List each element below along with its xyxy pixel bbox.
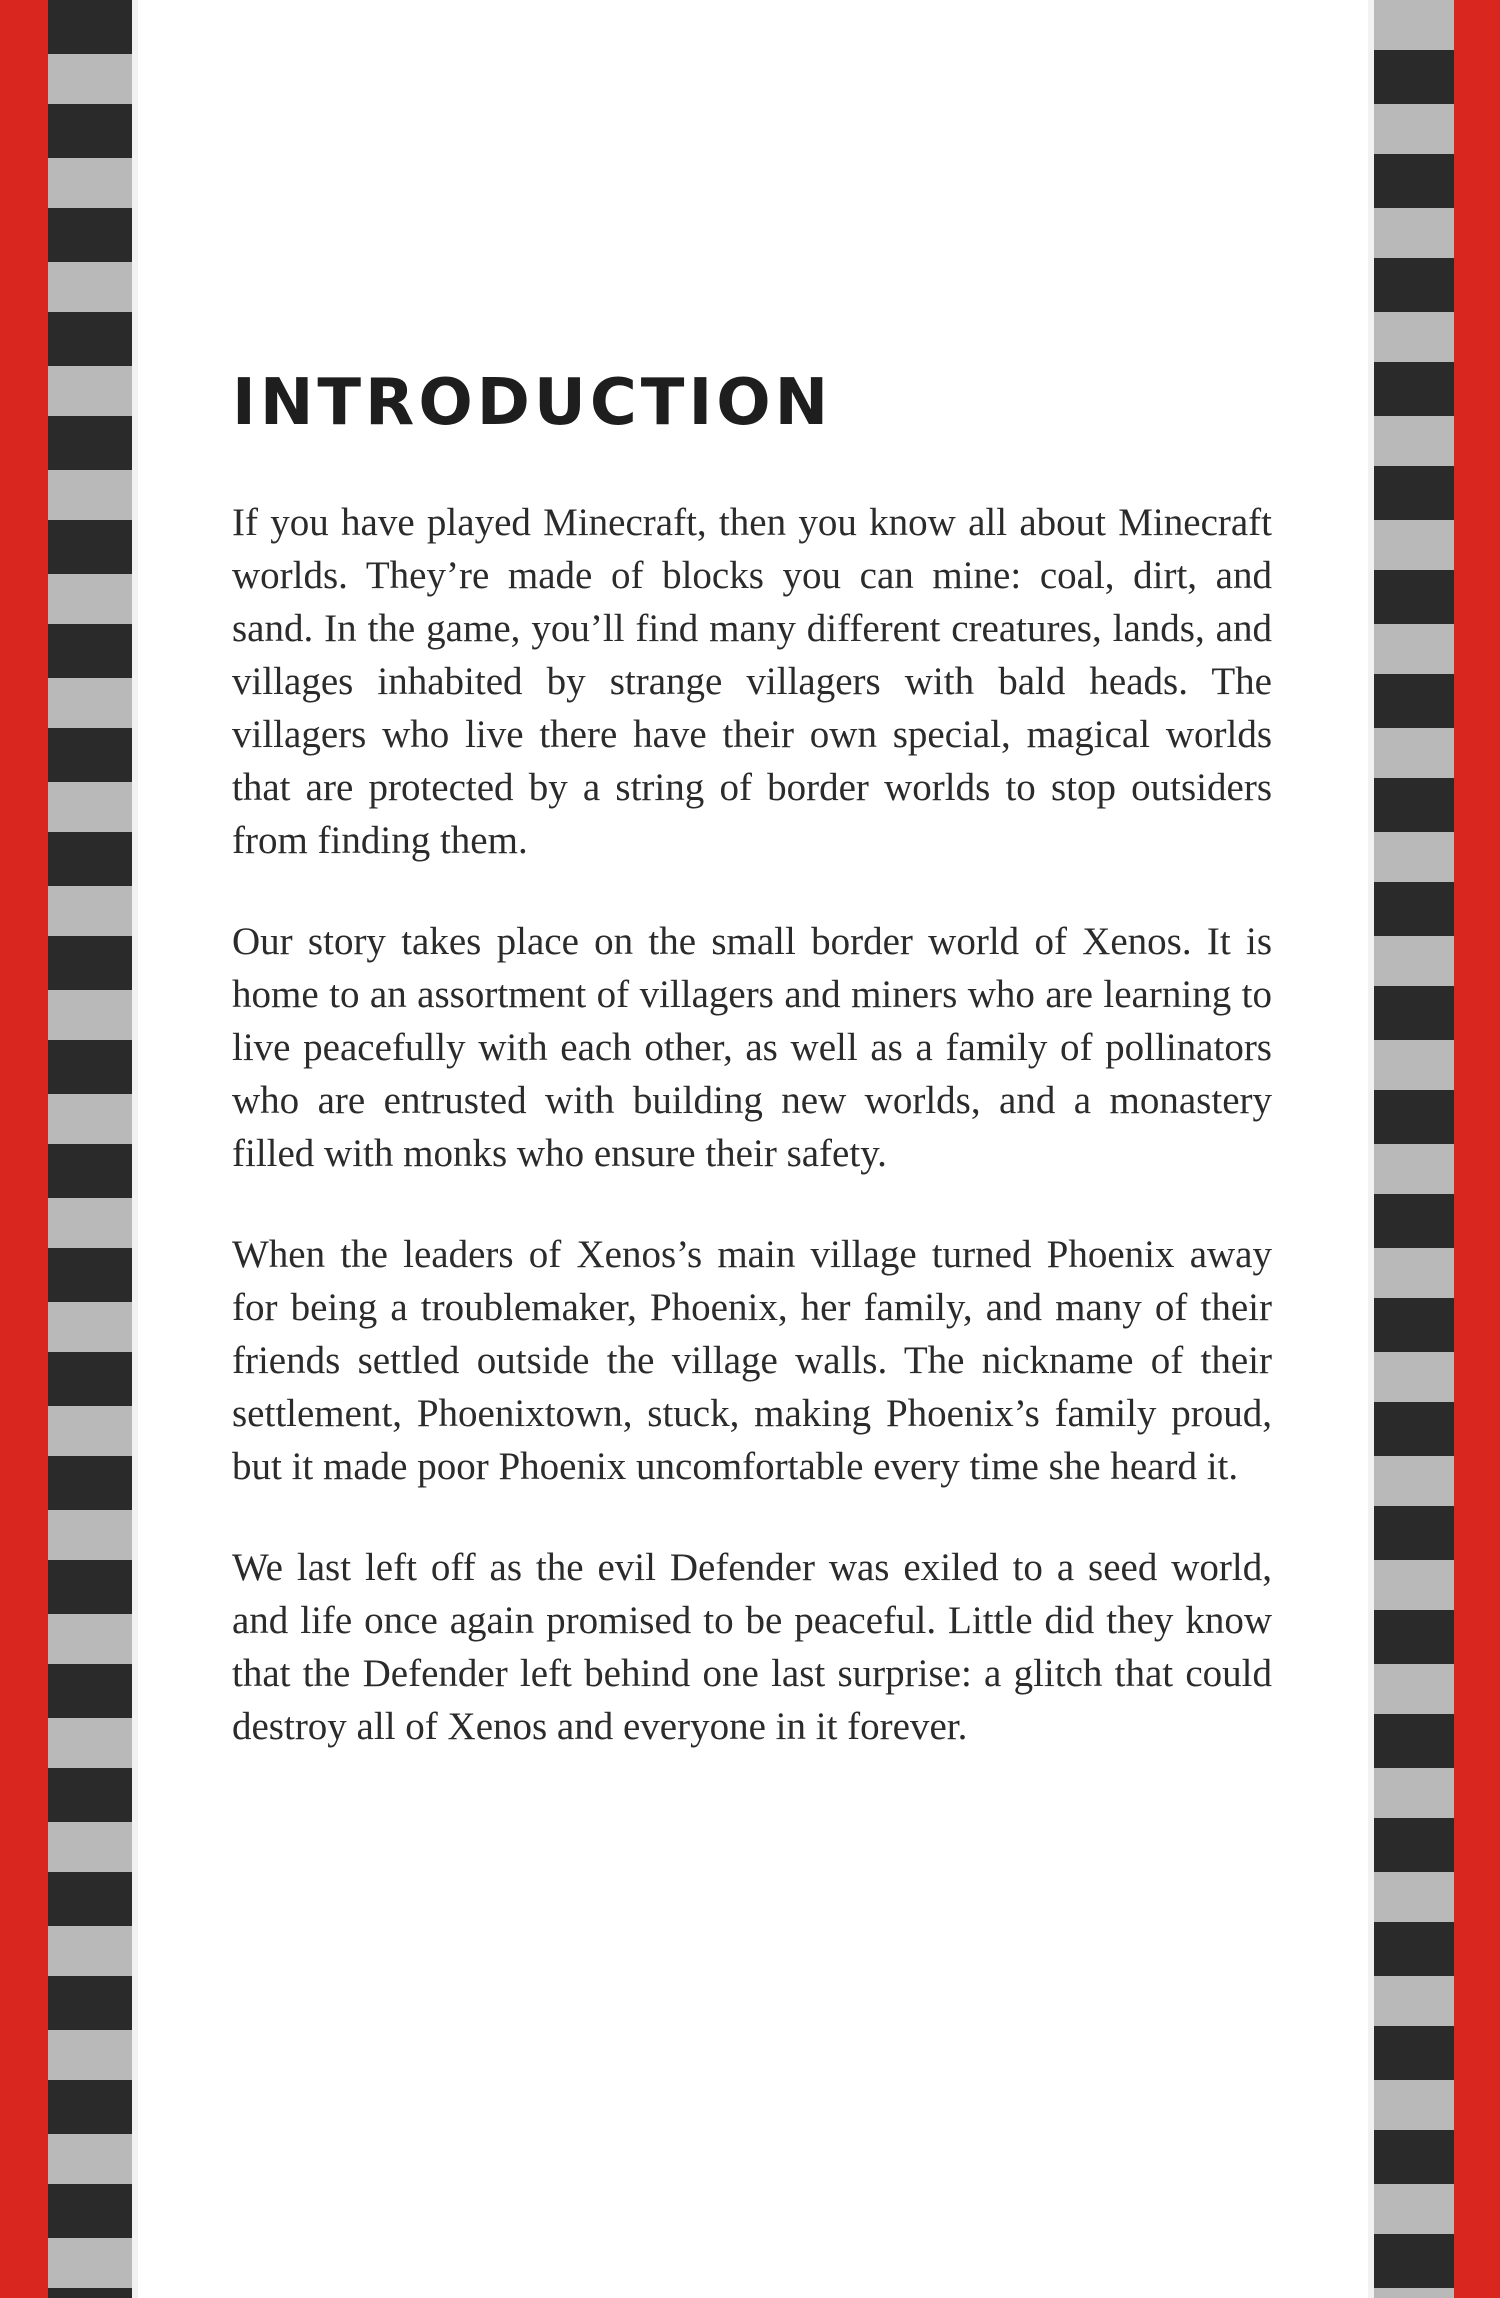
left-edge-line	[132, 0, 138, 2298]
left-decorative-border	[0, 0, 138, 2298]
paragraph-4: We last left off as the evil Defender was exiled to a seed world, and life once again promised to be peaceful. Little did they know that the Defender left behind one last surprise: a glitch that could destroy all of Xenos and everyone in it forever.	[232, 1546, 1272, 1749]
right-decorative-border	[1368, 0, 1500, 2298]
paragraph-3: When the leaders of Xenos’s main village turned Phoenix away for being a troublemaker, Phoenix, her family, and many of their friends settled outside the village walls. The nickname of their settlement, Phoenixtown, stuck, making Phoenix’s family proud, but it made poor Phoenix uncomfortable every time she heard it.	[232, 1233, 1272, 1489]
paragraph-2: Our story takes place on the small border world of Xenos. It is home to an assortment of villagers and miners who are learning to live peacefully with each other, as well as a family of pollinators who are entrusted with building new worlds, and a monastery filled with monks who ensure their safety.	[232, 920, 1272, 1176]
left-striped-band	[48, 0, 132, 2298]
left-red-band	[0, 0, 48, 2298]
right-striped-band	[1374, 0, 1454, 2298]
paragraph-1: If you have played Minecraft, then you know all about Minecraft worlds. They’re made of blocks you can mine: coal, dirt, and sand. In the game, you’ll find many different creatures, lands, and villages inhabited by strange villagers with bald heads. The villagers who live there have their own special, magical worlds that are protected by a string of border worlds to stop outsiders from finding them.	[232, 501, 1272, 863]
page-content	[232, 368, 1272, 1801]
page-title: INTRODUCTION	[232, 366, 833, 440]
right-red-band	[1454, 0, 1500, 2298]
